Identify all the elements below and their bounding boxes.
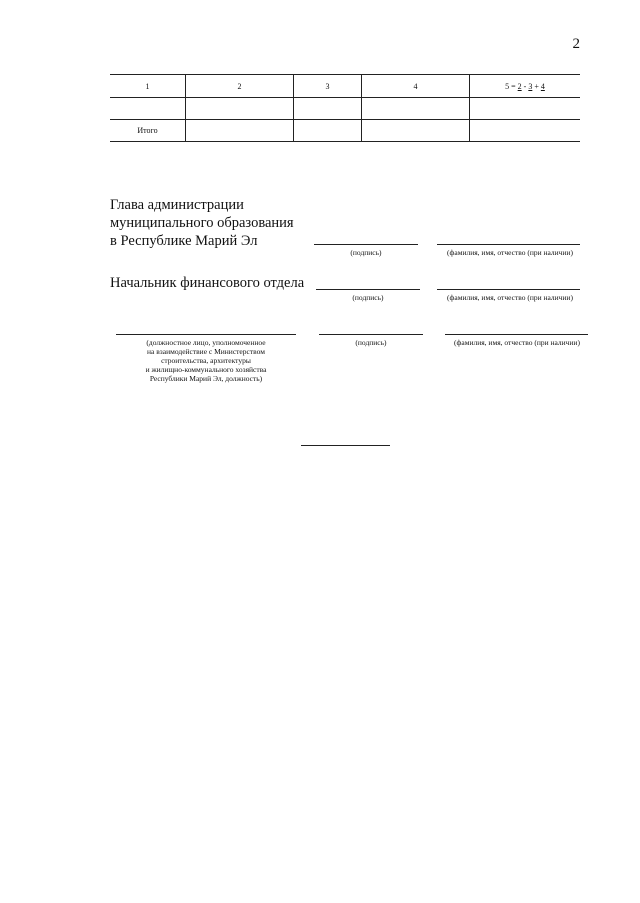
page-number: 2 — [572, 36, 580, 52]
finance-title: Начальник финансового отдела — [110, 275, 305, 291]
table-total-row — [110, 120, 580, 142]
column-header-2: 2 — [186, 75, 294, 98]
finance-signature-line — [316, 289, 420, 290]
head-title: Глава администрации муниципального образования в Республике Марий Эл — [110, 197, 294, 249]
head-signature-line — [314, 244, 418, 245]
head-name-line — [437, 244, 580, 245]
report-table — [110, 74, 580, 142]
official-position-caption: (должностное лицо, уполномоченное на взаимодействие с Министерством строительства, архитектуры и жилищно-коммунального хозяйства Республики Марий Эл, должность) — [145, 338, 267, 383]
head-name-caption: (фамилия, имя, отчество (при наличии) — [447, 248, 573, 257]
head-signature-caption: (подпись) — [350, 248, 382, 257]
column-header-4: 4 — [362, 75, 470, 98]
column-header-3: 3 — [294, 75, 362, 98]
finance-name-line — [437, 289, 580, 290]
finance-name-caption: (фамилия, имя, отчество (при наличии) — [447, 293, 573, 302]
official-signature-caption: (подпись) — [355, 338, 387, 347]
table-header-row — [110, 75, 580, 98]
finance-signature-caption: (подпись) — [352, 293, 384, 302]
closing-separator — [301, 445, 390, 446]
table-row — [110, 98, 580, 120]
column-header-1: 1 — [110, 75, 186, 98]
total-label: Итого — [110, 120, 186, 142]
official-name-line — [445, 334, 588, 335]
official-name-caption: (фамилия, имя, отчество (при наличии) — [454, 338, 580, 347]
official-position-line — [116, 334, 296, 335]
official-signature-line — [319, 334, 423, 335]
column-header-5: 5 = 2 - 3 + 4 — [470, 75, 581, 98]
